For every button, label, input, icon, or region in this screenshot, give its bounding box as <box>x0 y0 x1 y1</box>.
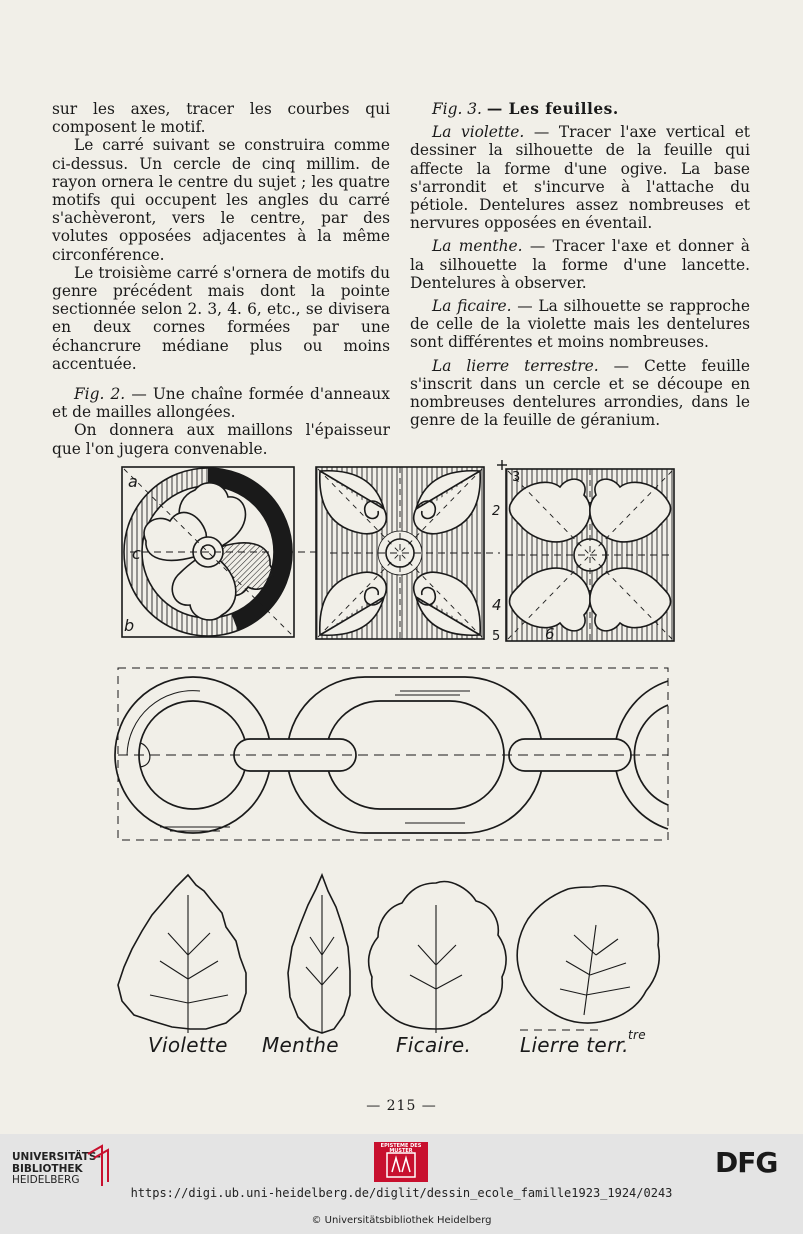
leaf-label-violette: Violette <box>148 1033 228 1057</box>
ub-emblem-icon <box>84 1142 114 1186</box>
fig3-title: — Les feuilles. <box>486 100 619 118</box>
figure-square-1 <box>122 467 318 637</box>
leaf-label-menthe: Menthe <box>262 1033 339 1057</box>
paragraph-chain: On donnera aux maillons l'épaisseur que l'on jugera convenable. <box>52 421 390 458</box>
lierre-text: — Cette feuille s'inscrit dans un cercle et se découpe en nombreuses dentelures arrondies, dans le genre de la feuille de géranium. <box>410 356 750 430</box>
label-5: 5 <box>492 629 501 644</box>
library-line-1: UNIVERSITÄTS- <box>12 1151 101 1163</box>
library-name <box>12 1152 132 1187</box>
library-line-3: HEIDELBERG <box>12 1174 80 1186</box>
fig2-text: — Une chaîne formée d'anneaux et de mailles allongées. <box>52 385 390 422</box>
episteme-logo[interactable] <box>374 1142 428 1182</box>
figure-leaf-lierre <box>517 886 659 1030</box>
violette-label: La violette. <box>432 123 525 142</box>
left-text-column <box>52 100 390 458</box>
figure-square-3 <box>497 460 674 641</box>
copyright-notice: © Universitätsbibliothek Heidelberg <box>311 1215 492 1226</box>
leaf-label-lierre: Lierre terr. <box>520 1033 629 1057</box>
menthe-text: — Tracer l'axe et donner à la silhouette la forme d'une lancette. Dentelures à observer. <box>410 237 750 292</box>
figure-leaf-violette <box>118 875 246 1033</box>
paragraph-menthe <box>410 237 750 292</box>
paragraph-intro: sur les axes, tracer les courbes qui composent le motif. <box>52 100 390 137</box>
viewer-footer <box>0 1134 803 1234</box>
fig3-heading <box>410 100 750 118</box>
paragraph-ficaire <box>410 297 750 352</box>
figure-leaf-menthe <box>288 875 350 1033</box>
menthe-label: La menthe. <box>432 237 523 256</box>
leaf-label-lierre-superscript: tre <box>628 1028 646 1042</box>
paragraph-third-square: Le troisième carré s'ornera de motifs du genre précédent mais dont la pointe sectionnée selon 2. 3, 4. 6, etc., se divisera en deux cornes formées par une échancrure médiane plus ou moins accentuée. <box>52 263 390 373</box>
fig2-caption <box>52 385 390 421</box>
label-a: a <box>128 472 138 491</box>
right-text-column <box>410 100 750 429</box>
label-c: c <box>132 544 141 563</box>
paragraph-violette <box>410 123 750 232</box>
episteme-emblem-icon <box>386 1152 416 1178</box>
fig2-label: Fig. 2. <box>74 385 126 404</box>
label-2: 2 <box>492 504 501 519</box>
figure-square-2 <box>316 467 500 639</box>
library-line-2: BIBLIOTHEK <box>12 1162 83 1175</box>
figures-illustration <box>0 455 803 1095</box>
episteme-logo-text: EPISTEME DES MUSTER <box>380 1143 422 1154</box>
violette-text: — Tracer l'axe vertical et dessiner la silhouette de la feuille qui affecte la forme d'une ogive. La base s'arrondit et s'incurve à l'attache du pétiole. Dentelures assez nombreuses et nervures opposées en éventail. <box>410 123 750 233</box>
paragraph-lierre <box>410 357 750 430</box>
ficaire-text: — La silhouette se rapproche de celle de la violette mais les dentelures sont différentes et moins nombreuses. <box>410 297 750 352</box>
paragraph-second-square: Le carré suivant se construira comme ci-dessus. Un cercle de cinq millim. de rayon ornera le centre du sujet ; les quatre motifs qui occupent les angles du carré s'achèveront, vers le centre, par des volutes opposées adjacentes à la même circonférence. <box>52 136 390 264</box>
label-6: 6 <box>545 625 555 643</box>
figure-chain <box>115 668 668 840</box>
label-4: 4 <box>492 596 502 614</box>
ficaire-label: La ficaire. <box>432 297 512 316</box>
page-number: — 215 — <box>366 1098 437 1114</box>
fig3-label: Fig. 3. <box>432 100 482 118</box>
label-b: b <box>124 616 135 635</box>
figure-leaf-ficaire <box>369 882 506 1033</box>
permalink-url[interactable]: https://digi.ub.uni-heidelberg.de/diglit/dessin_ecole_famille1923_1924/0243 <box>130 1186 673 1200</box>
leaf-label-ficaire: Ficaire. <box>396 1033 472 1057</box>
label-3: 3 <box>512 470 521 485</box>
lierre-label: La lierre terrestre. <box>432 356 599 375</box>
dfg-logo[interactable]: DFG <box>715 1146 778 1179</box>
